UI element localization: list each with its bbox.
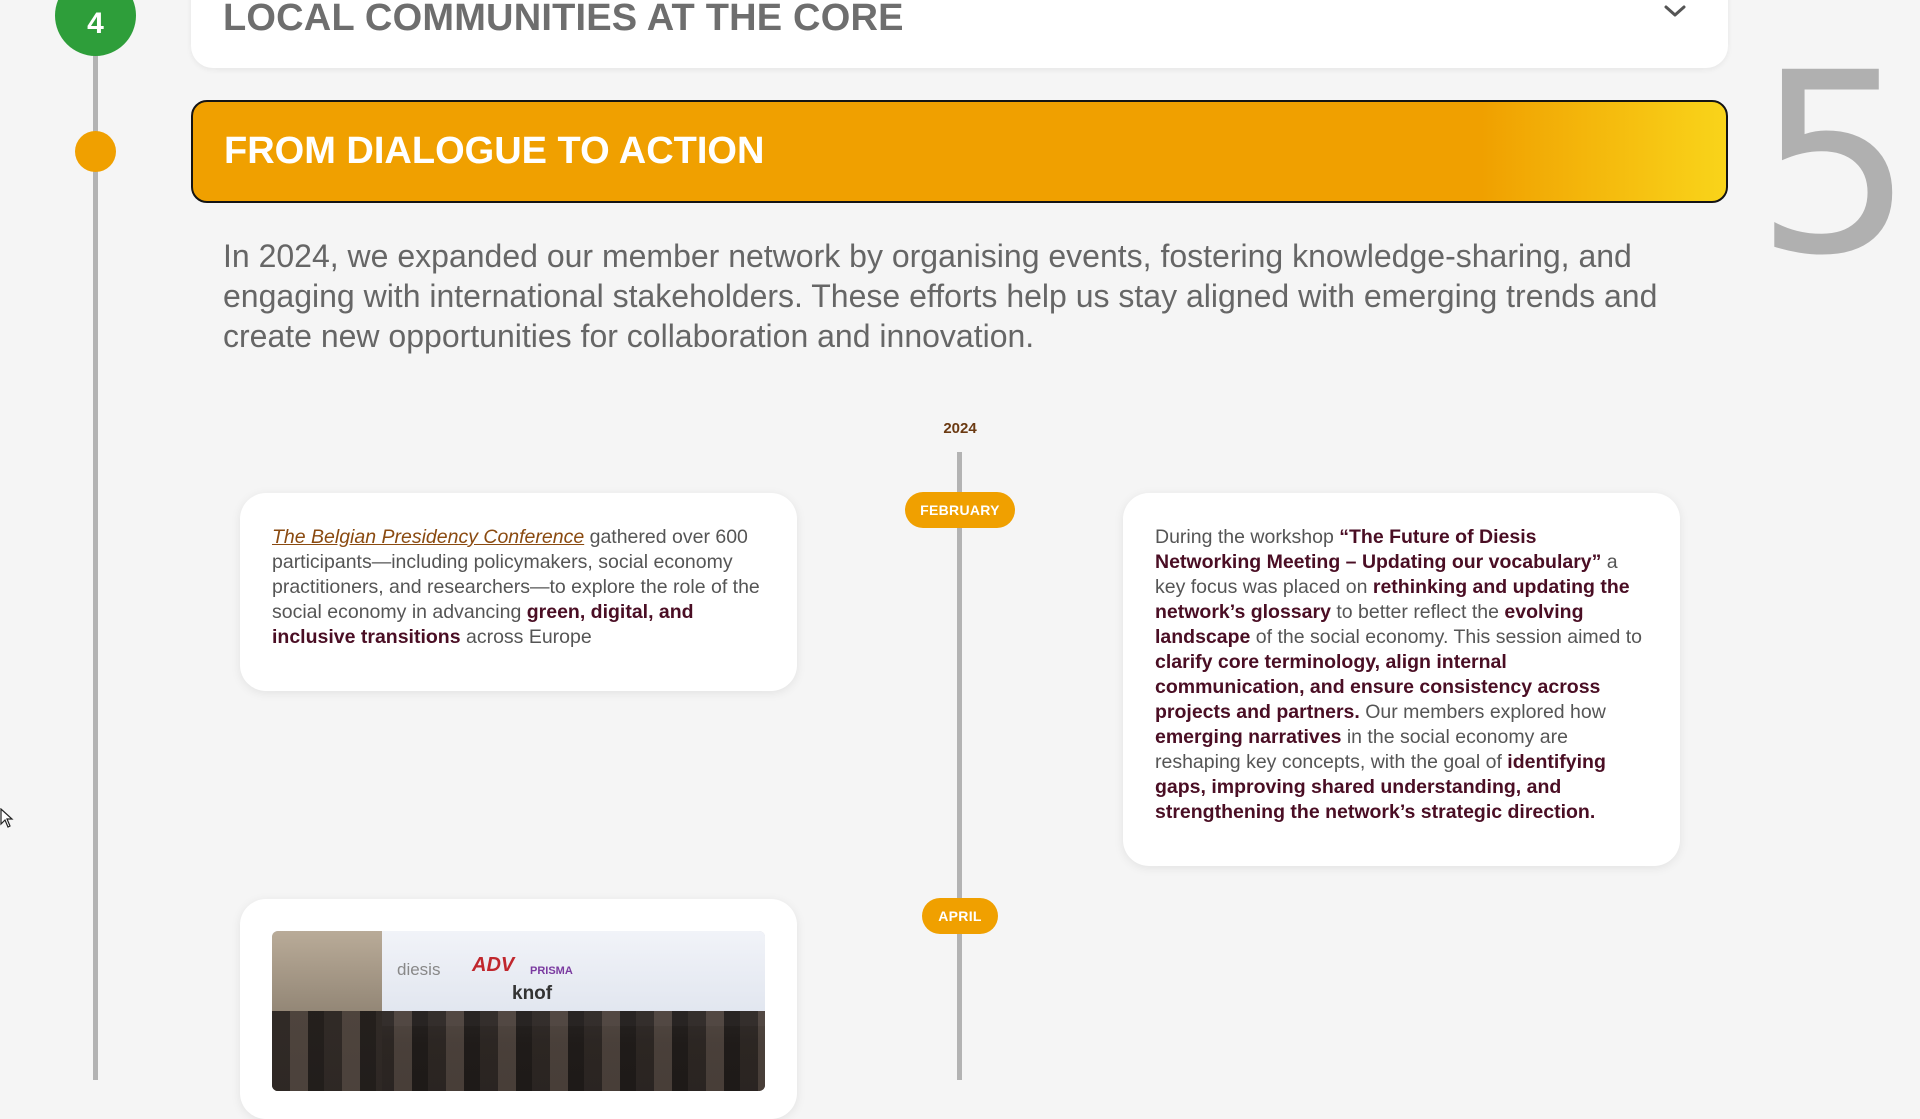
event-card-workshop <box>1123 493 1680 866</box>
month-pill-february: FEBRUARY <box>905 492 1015 528</box>
event-card-belgian-presidency <box>240 493 797 691</box>
event-highlight: emerging narratives <box>1155 726 1342 748</box>
logo-knof: knof <box>512 983 553 1004</box>
logo-diesis: diesis <box>397 960 441 979</box>
month-pill-april: APRIL <box>922 898 998 934</box>
section-5-title: FROM DIALOGUE TO ACTION <box>224 130 765 172</box>
event-card-april-photo <box>240 899 797 1119</box>
timeline-line <box>957 452 962 1080</box>
event-text: of the social economy. This session aimed to <box>1250 626 1643 648</box>
mouse-cursor-icon <box>0 808 14 828</box>
step-number: 4 <box>87 6 104 40</box>
event-text: a key focus was placed on <box>1155 551 1618 598</box>
event-text: Our members explored how <box>1359 701 1606 723</box>
section-4-title: LOCAL COMMUNITIES AT THE CORE <box>223 0 904 39</box>
event-highlight: clarify core terminology, align internal communication, and ensure consistency across projects and partners. <box>1155 651 1601 723</box>
step-5-dot[interactable] <box>75 131 116 172</box>
step-4-badge[interactable] <box>55 0 136 56</box>
event-text: in the social economy are reshaping key concepts, with the goal of <box>1155 726 1568 773</box>
logo-adv: ADV <box>472 954 515 976</box>
section-5-header[interactable] <box>191 100 1728 203</box>
event-text: to better reflect the <box>1330 601 1505 623</box>
section-number-large: 5 <box>1755 19 1915 310</box>
belgian-presidency-link[interactable]: The Belgian Presidency Conference <box>272 526 585 548</box>
section-intro-text: In 2024, we expanded our member network by organising events, fostering knowledge-sharing, and engaging with international stakeholders. These efforts help us stay aligned with emerging trends and create new opportunities for collaboration and innovation. <box>223 238 1658 354</box>
event-highlight: identifying gaps, improving shared understanding, and strengthening the network’s strategic direction. <box>1155 751 1606 823</box>
event-highlight: evolving landscape <box>1155 601 1584 648</box>
chevron-down-icon[interactable] <box>1662 2 1688 20</box>
event-highlight: “The Future of Diesis Networking Meeting – Updating our vocabulary” <box>1155 526 1602 573</box>
logo-prisma: PRISMA <box>530 965 573 977</box>
event-text: gathered over 600 participants—including policymakers, social economy practitioners, and researchers—to explore the role of the social economy in advancing <box>272 526 760 623</box>
event-text: across Europe <box>460 626 592 648</box>
section-4-card[interactable] <box>191 0 1728 68</box>
timeline-year: 2024 <box>943 420 977 437</box>
event-highlight: green, digital, and inclusive transitions <box>272 601 694 648</box>
event-text: During the workshop <box>1155 526 1340 548</box>
conference-panel-photo <box>272 931 765 1091</box>
event-highlight: rethinking and updating the network’s glossary <box>1155 576 1630 623</box>
